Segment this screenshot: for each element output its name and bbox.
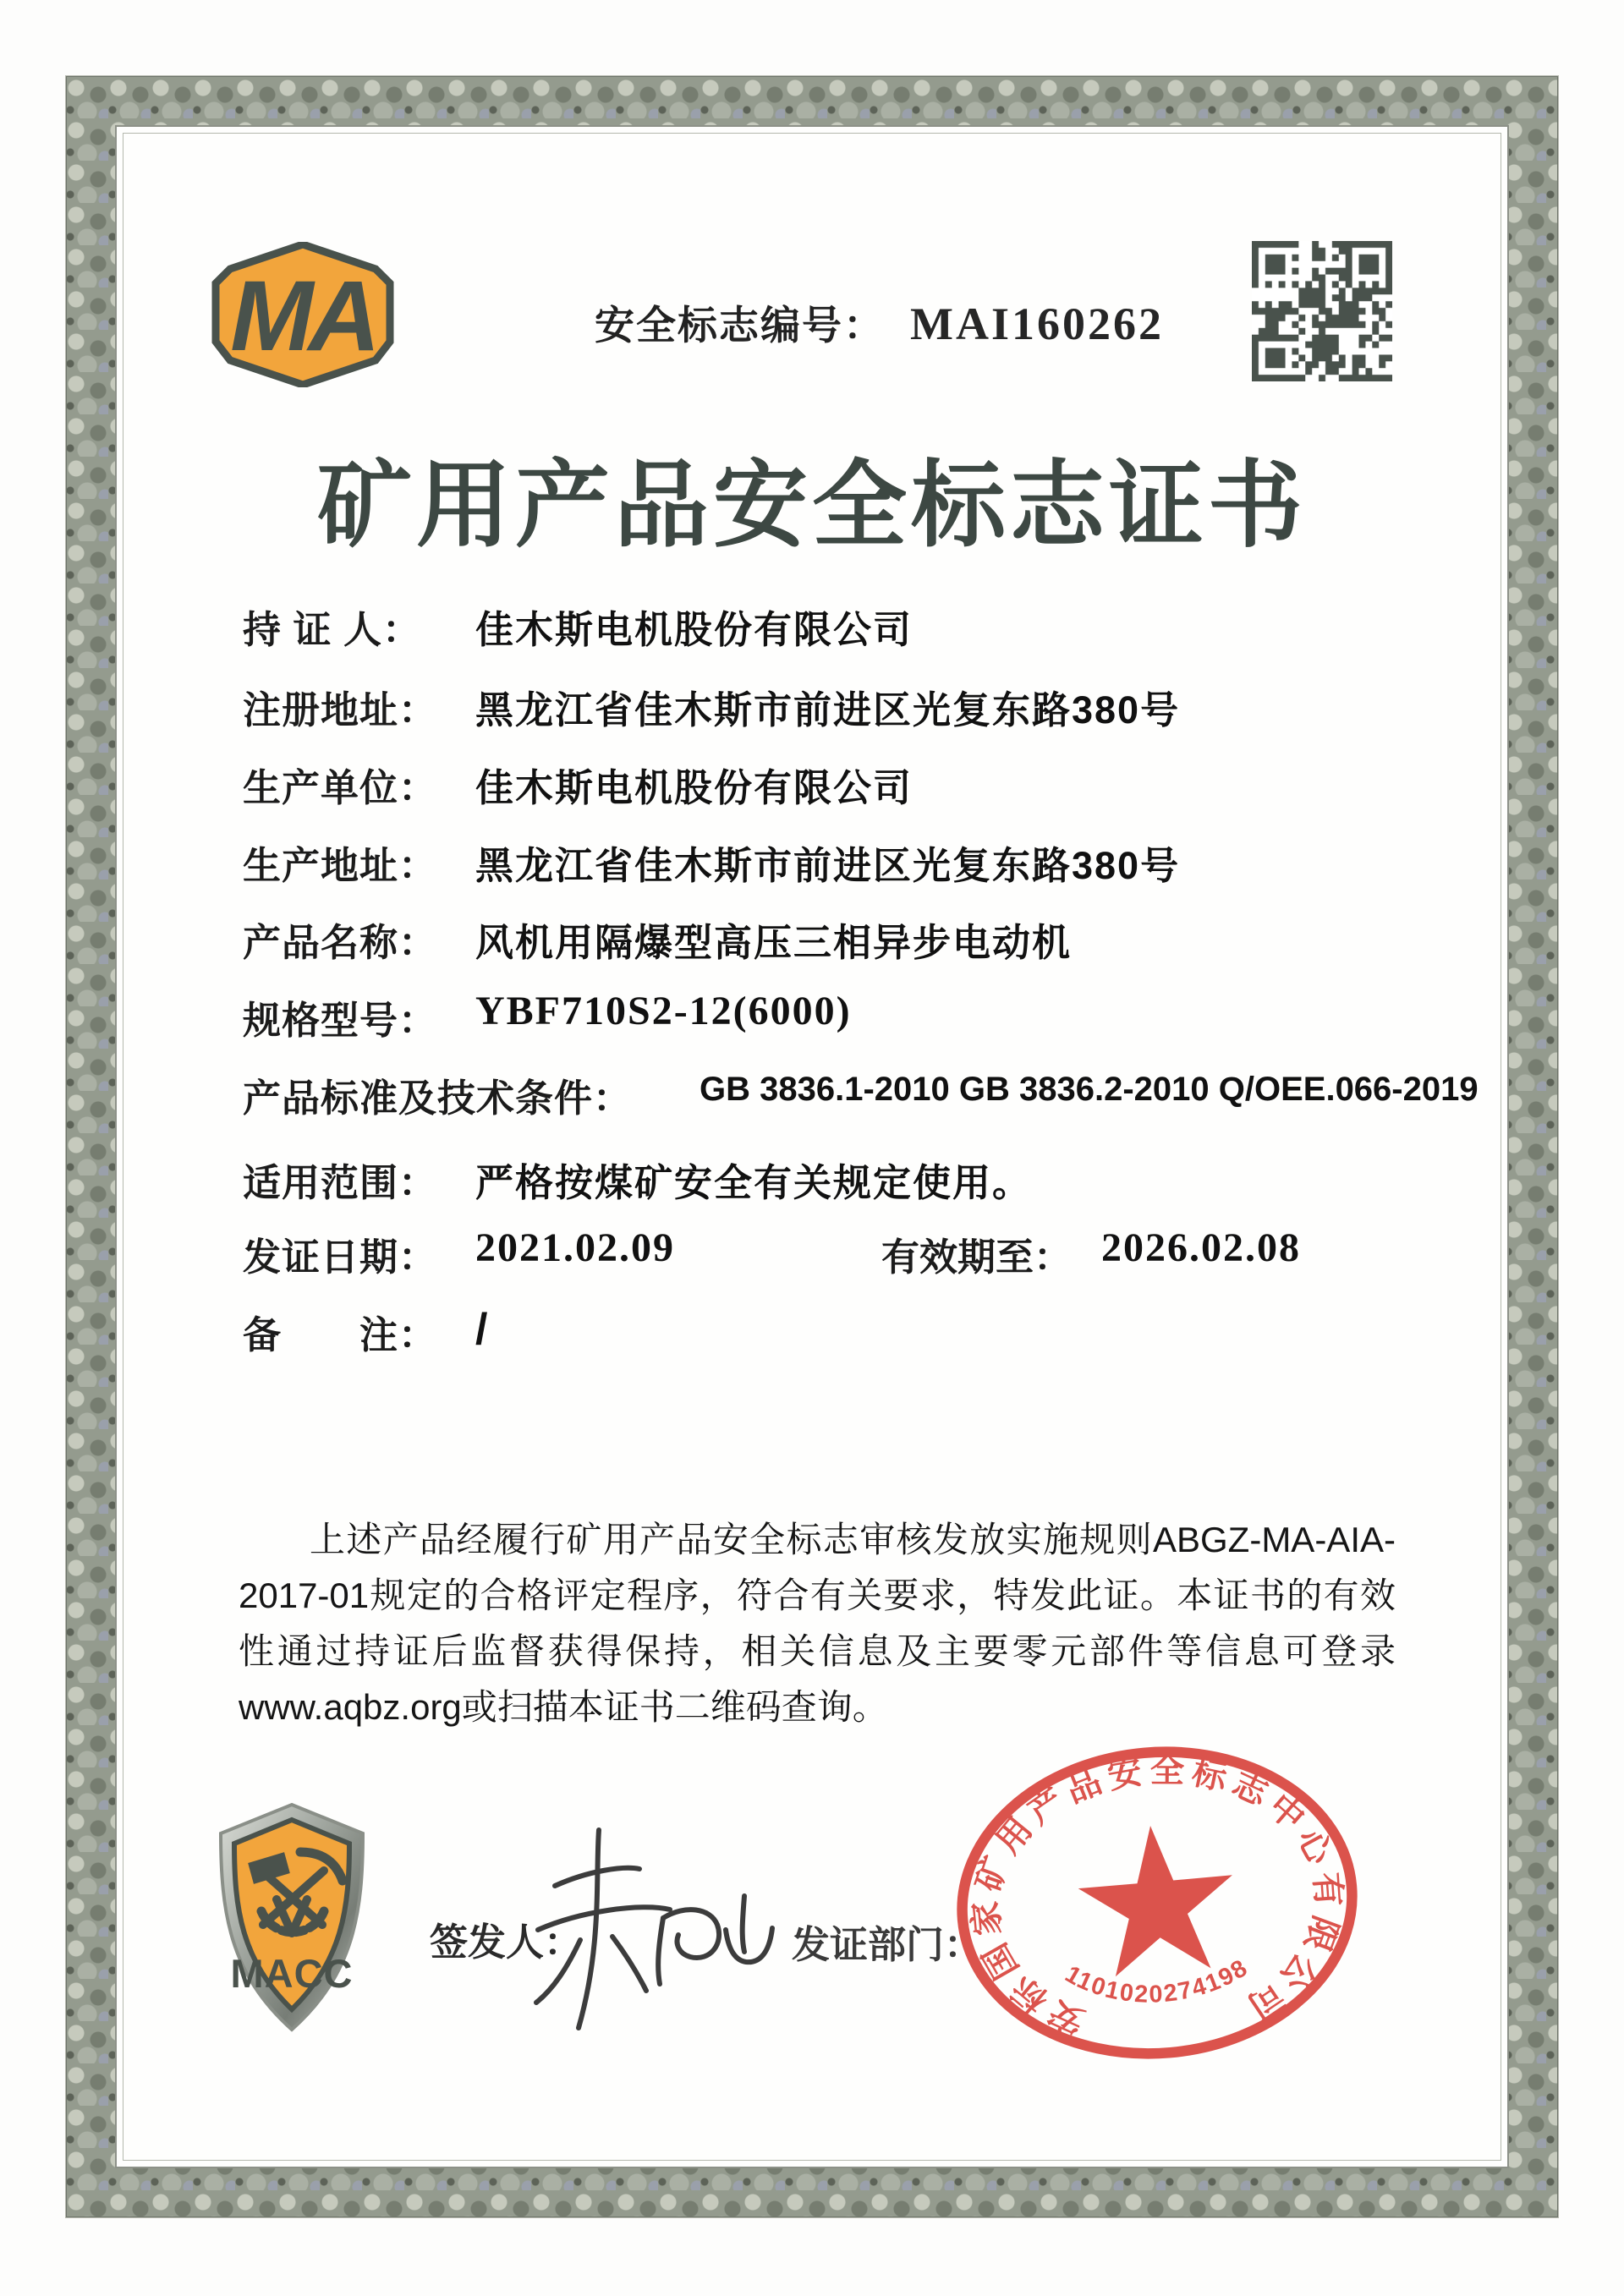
macc-shield-text: MACC xyxy=(230,1951,354,1996)
svg-text:1101020274198 xyxy=(1058,1945,1254,2016)
field-label: 产品名称： xyxy=(243,921,438,964)
field-value: GB 3836.1-2010 GB 3836.2-2010 Q/OEE.066-2019 xyxy=(700,1071,1479,1108)
field-row-remarks xyxy=(243,1304,490,1359)
certificate-statement: 上述产品经履行矿用产品安全标志审核发放实施规则ABGZ-MA-AIA-2017-01规定的合格评定程序，符合有关要求，特发此证。本证书的有效性通过持证后监督获得保持，相关信息及主要零元部件等信息可登录www.aqbz.org或扫描本证书二维码查询。 xyxy=(239,1520,1396,1727)
field-value: 风机用隔爆型高压三相异步电动机 xyxy=(475,921,1073,964)
field-label: 生产单位： xyxy=(243,766,438,809)
stamp-serial-number: 1101020274198 xyxy=(1060,1954,1253,2008)
field-value: / xyxy=(475,1305,490,1354)
field-label: 产品标准及技术条件： xyxy=(243,1077,633,1120)
field-row-product-name xyxy=(243,912,1073,967)
field-row-prod-address xyxy=(243,835,1181,890)
field-value: YBF710S2-12(6000) xyxy=(475,989,852,1033)
certificate-number-line xyxy=(595,294,1164,351)
field-row-reg-address xyxy=(243,679,1181,734)
stamp-star-icon xyxy=(1073,1819,1240,1979)
macc-shield-icon xyxy=(206,1800,379,2041)
valid-until-label: 有效期至： xyxy=(881,1236,1073,1279)
certificate-number-label: 安全标志编号： xyxy=(595,303,885,348)
field-value: 佳木斯电机股份有限公司 xyxy=(475,608,914,651)
field-value: 严格按煤矿安全有关规定使用。 xyxy=(475,1161,1033,1204)
field-row-model xyxy=(243,989,852,1044)
certificate-number-value: MAI160262 xyxy=(910,299,1164,349)
field-value: 黑龙江省佳木斯市前进区光复东路380号 xyxy=(475,688,1181,732)
ma-logo-letters: MA xyxy=(230,260,376,372)
field-label: 规格型号： xyxy=(243,999,438,1042)
issue-date-label: 发证日期： xyxy=(243,1236,438,1279)
ma-logo-icon xyxy=(210,242,396,387)
qr-code-icon xyxy=(1252,241,1392,381)
field-row-standards xyxy=(243,1067,1479,1122)
signer-label: 签发人： xyxy=(430,1921,583,1964)
official-red-stamp xyxy=(930,1706,1383,2100)
signature-handwriting xyxy=(518,1818,780,2047)
field-row-dates xyxy=(243,1225,1301,1281)
certificate-title: 矿用产品安全标志证书 xyxy=(317,454,1307,559)
stamp-company-name: 安标国家矿用产品安全标志中心有限公司 xyxy=(965,1750,1349,2043)
field-label: 备 注： xyxy=(243,1313,438,1356)
macc-shield-logo xyxy=(206,1800,379,2041)
field-value: 黑龙江省佳木斯市前进区光复东路380号 xyxy=(475,844,1181,887)
field-row-holder xyxy=(243,599,914,654)
field-label: 注册地址： xyxy=(243,688,438,732)
field-row-scope xyxy=(243,1152,1033,1207)
field-label: 适用范围： xyxy=(243,1161,438,1204)
valid-until-value: 2026.02.08 xyxy=(1101,1225,1301,1270)
field-label: 持 证 人： xyxy=(243,608,422,651)
ma-mining-safety-logo xyxy=(210,242,396,387)
field-label: 生产地址： xyxy=(243,844,438,887)
issuer-label: 发证部门： xyxy=(792,1923,983,1966)
issue-date-value: 2021.02.09 xyxy=(475,1225,675,1270)
field-row-manufacturer xyxy=(243,757,914,812)
field-value: 佳木斯电机股份有限公司 xyxy=(475,766,914,809)
